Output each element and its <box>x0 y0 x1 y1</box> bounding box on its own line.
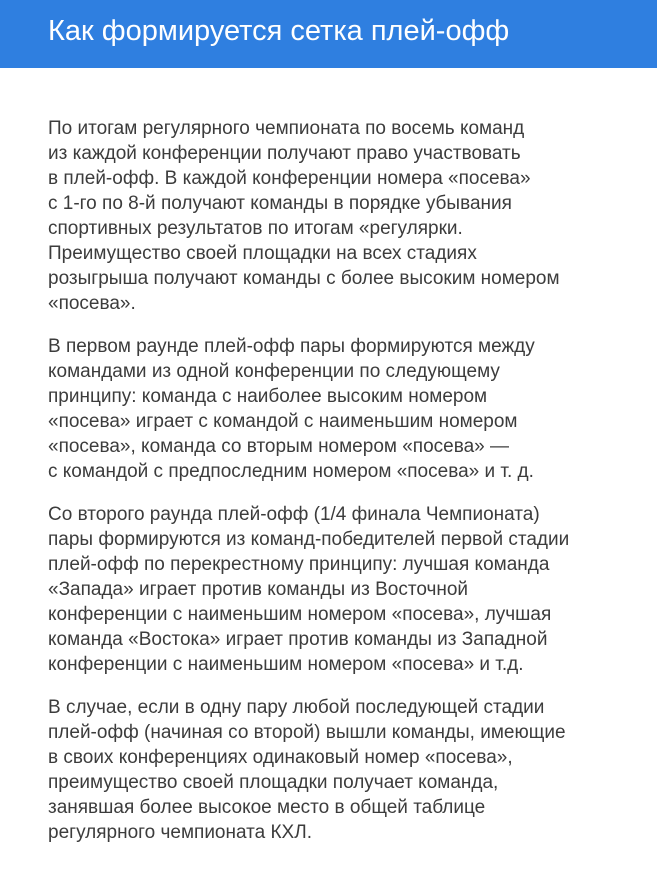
paragraph-1: По итогам регулярного чемпионата по восемь команд из каждой конференции получают право участвовать в плей-офф. В каждой конференции номера «посева» с 1-го по 8-й получают команды в порядке убывания спортивных результатов по итогам «регулярки. Преимущество своей площадки на всех стадиях розыгрыша получают команды с более высоким номером «посева». <box>48 118 560 314</box>
paragraph-3: Со второго раунда плей-офф (1/4 финала Чемпионата) пары формируются из команд-победителей первой стадии плей-офф по перекрестному принципу: лучшая команда «Запада» играет против команды из Восточной конференции с наименьшим номером «посева», лучшая команда «Востока» играет против команды из Западной конференции с наименьшим номером «посева» и т.д. <box>48 504 570 675</box>
article-body <box>0 68 657 845</box>
paragraph-2: В первом раунде плей-офф пары формируются между командами из одной конференции по следующему принципу: команда с наиболее высоким номером «посева» играет с командой с наименьшим номером «посева», команда со вторым номером «посева» — с командой с предпоследним номером «посева» и т. д. <box>48 336 535 482</box>
paragraph-4: В случае, если в одну пару любой последующей стадии плей-офф (начиная со второй) вышли команды, имеющие в своих конференциях одинаковый номер «посева», преимущество своей площадки получает команда, занявшая более высокое место в общей таблице регулярного чемпионата КХЛ. <box>48 697 566 843</box>
page-header <box>0 0 657 68</box>
page-title: Как формируется сетка плей-офф <box>48 15 510 47</box>
